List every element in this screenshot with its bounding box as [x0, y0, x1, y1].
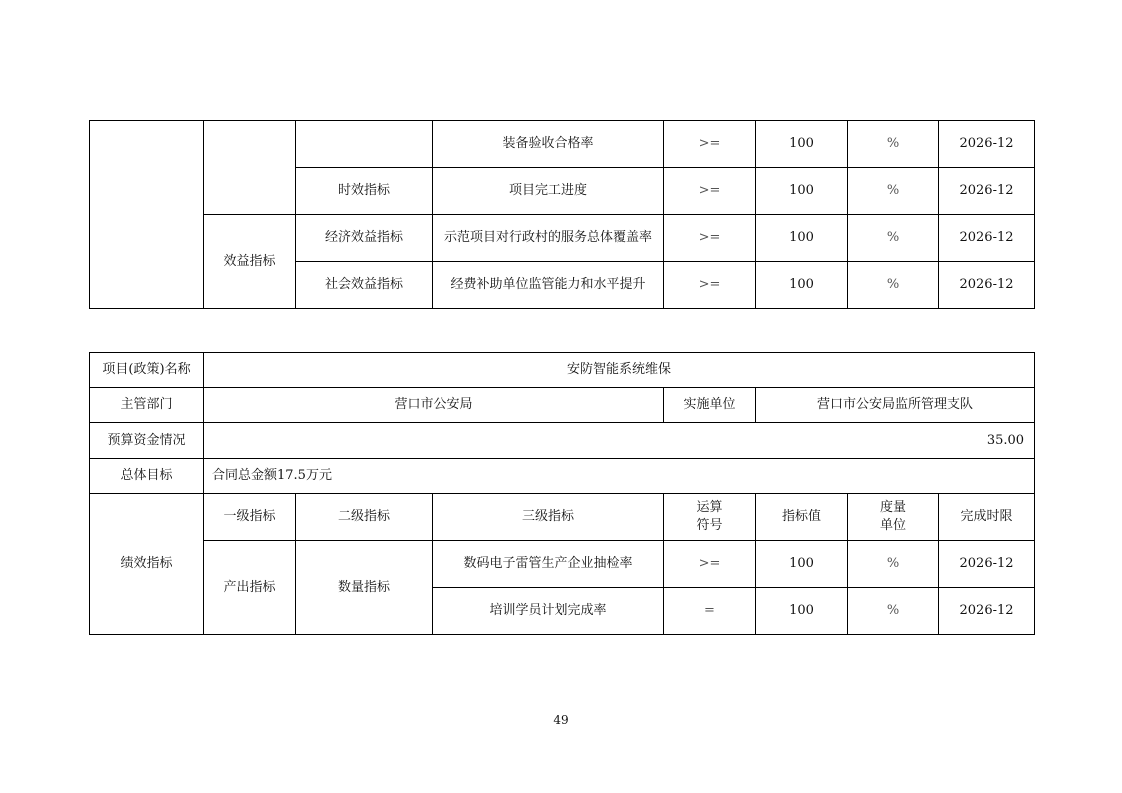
- header-deadline: 完成时限: [939, 494, 1035, 541]
- performance-table-continued: [89, 120, 1035, 309]
- header-level2: 二级指标: [296, 494, 433, 541]
- value-cell: 100: [756, 262, 848, 309]
- value-cell: 100: [756, 588, 848, 635]
- header-unit: [848, 494, 939, 541]
- operator-cell: =: [664, 588, 756, 635]
- unit-cell: %: [848, 262, 939, 309]
- table-row: [90, 541, 1035, 588]
- deadline-cell: 2026-12: [939, 168, 1035, 215]
- impl-label: 实施单位: [664, 388, 756, 423]
- project-name-value: 安防智能系统维保: [204, 353, 1035, 388]
- budget-value: 35.00: [204, 423, 1035, 459]
- operator-cell: >=: [664, 168, 756, 215]
- unit-cell: %: [848, 588, 939, 635]
- level3-cell: 培训学员计划完成率: [433, 588, 664, 635]
- deadline-cell: 2026-12: [939, 541, 1035, 588]
- unit-cell: %: [848, 541, 939, 588]
- level1-cell: 效益指标: [204, 215, 296, 309]
- level2-cell: 时效指标: [296, 168, 433, 215]
- level2-cell: 社会效益指标: [296, 262, 433, 309]
- unit-cell: %: [848, 215, 939, 262]
- deadline-cell: 2026-12: [939, 262, 1035, 309]
- level3-cell: 装备验收合格率: [433, 121, 664, 168]
- header-value: 指标值: [756, 494, 848, 541]
- perf-label: 绩效指标: [90, 494, 204, 635]
- operator-cell: >=: [664, 262, 756, 309]
- operator-cell: >=: [664, 121, 756, 168]
- header-unit-line2: 单位: [879, 518, 906, 533]
- operator-cell: >=: [664, 215, 756, 262]
- deadline-cell: 2026-12: [939, 121, 1035, 168]
- dept-label: 主管部门: [90, 388, 204, 423]
- blank-cell: [204, 121, 296, 215]
- impl-value: 营口市公安局监所管理支队: [756, 388, 1035, 423]
- header-level3: 三级指标: [433, 494, 664, 541]
- table-row: [90, 353, 1035, 388]
- value-cell: 100: [756, 215, 848, 262]
- level1-cell: 产出指标: [204, 541, 296, 635]
- table-row: [90, 459, 1035, 494]
- goal-label: 总体目标: [90, 459, 204, 494]
- blank-cell: [90, 121, 204, 309]
- project-name-label: 项目(政策)名称: [90, 353, 204, 388]
- header-operator-line2: 符号: [696, 518, 723, 533]
- header-operator-line1: 运算: [696, 500, 723, 515]
- deadline-cell: 2026-12: [939, 588, 1035, 635]
- goal-value: 合同总金额17.5万元: [204, 459, 1035, 494]
- deadline-cell: 2026-12: [939, 215, 1035, 262]
- level3-cell: 数码电子雷管生产企业抽检率: [433, 541, 664, 588]
- value-cell: 100: [756, 541, 848, 588]
- table-row: [90, 215, 1035, 262]
- value-cell: 100: [756, 121, 848, 168]
- table-header-row: [90, 494, 1035, 541]
- table-row: [90, 423, 1035, 459]
- level2-cell: 经济效益指标: [296, 215, 433, 262]
- blank-cell: [296, 121, 433, 168]
- unit-cell: %: [848, 168, 939, 215]
- level3-cell: 项目完工进度: [433, 168, 664, 215]
- budget-label: 预算资金情况: [90, 423, 204, 459]
- unit-cell: %: [848, 121, 939, 168]
- value-cell: 100: [756, 168, 848, 215]
- header-unit-line1: 度量: [879, 500, 906, 515]
- dept-value: 营口市公安局: [204, 388, 664, 423]
- table-row: [90, 388, 1035, 423]
- level3-cell: 经费补助单位监管能力和水平提升: [433, 262, 664, 309]
- header-operator: [664, 494, 756, 541]
- page-number: 49: [553, 713, 569, 727]
- project-performance-table: [89, 352, 1035, 635]
- level3-cell: 示范项目对行政村的服务总体覆盖率: [433, 215, 664, 262]
- header-level1: 一级指标: [204, 494, 296, 541]
- operator-cell: >=: [664, 541, 756, 588]
- table-row: [90, 121, 1035, 168]
- level2-cell: 数量指标: [296, 541, 433, 635]
